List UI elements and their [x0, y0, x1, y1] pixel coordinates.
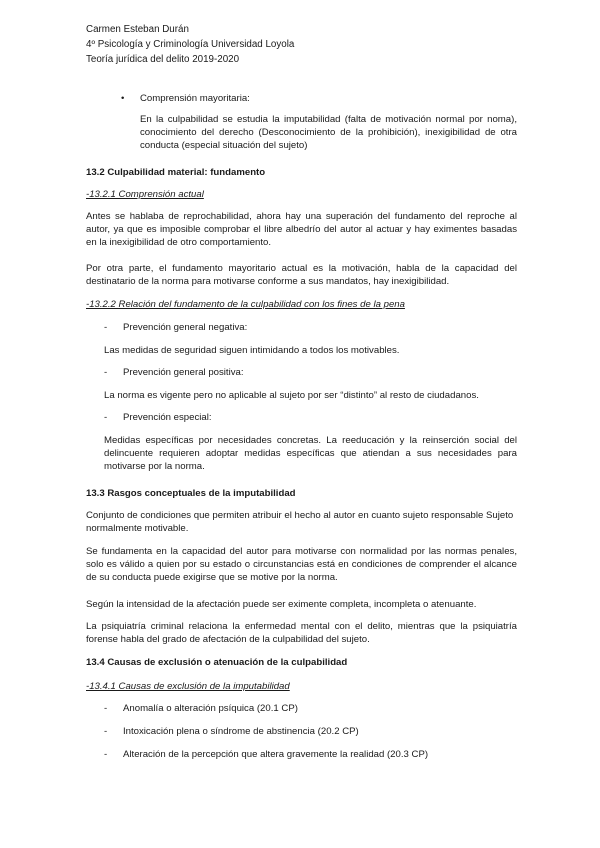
author-name: Carmen Esteban Durán [86, 24, 189, 35]
paragraph-motivacion: Por otra parte, el fundamento mayoritario actual es la motivación, habla de la capacidad del destinatario de la norma para motivarse conforme a sus mandatos, hay inexigibilidad. [86, 263, 517, 288]
document-header [86, 23, 294, 67]
dash-marker: - [104, 749, 108, 760]
paragraph-reprochabilidad: Antes se hablaba de reprochabilidad, ahora hay una superación del fundamento del reproche al autor, ya que es imposible comprobar el libre albedrío del autor al actuar y hay eximentes basadas en la inexigibilidad de otro comportamiento. [86, 211, 517, 249]
list-item-alteracion [104, 748, 524, 762]
heading-13-4: 13.4 Causas de exclusión o atenuación de la culpabilidad [86, 657, 348, 668]
list-item-label: Alteración de la percepción que altera gravemente la realidad (20.3 CP) [123, 749, 429, 760]
dash-marker: - [104, 367, 108, 378]
list-item-label: Prevención especial: [123, 412, 212, 423]
list-item-pg-negativa [104, 321, 404, 335]
paragraph-psiquiatria: La psiquiatría criminal relaciona la enfermedad mental con el delito, mientras que la psiquiatría forense habla del grado de afectación de la culpabilidad del sujeto. [86, 621, 517, 646]
paragraph-p-especial: Medidas específicas por necesidades concretas. La reeducación y la reinserción social del delincuente requieren adoptar medidas específicas que atiendan a sus necesidades para motivarse por la norma. [104, 435, 517, 473]
paragraph-pg-positiva: La norma es vigente pero no aplicable al sujeto por ser “distinto” al resto de ciudadanos. [104, 390, 479, 401]
subheading-13-2-2: -13.2.2 Relación del fundamento de la culpabilidad con los fines de la pena [86, 299, 405, 310]
bullet-item-comprension [121, 92, 421, 106]
dash-marker: - [104, 412, 108, 423]
list-item-anomalia [104, 702, 504, 716]
list-item-label: Prevención general positiva: [123, 367, 244, 378]
dash-marker: - [104, 726, 108, 737]
list-item-label: Prevención general negativa: [123, 322, 248, 333]
dash-marker: - [104, 703, 108, 714]
subject-line: Teoría jurídica del delito 2019-2020 [86, 53, 240, 65]
paragraph-conjunto: Conjunto de condiciones que permiten atribuir el hecho al autor en cuanto sujeto responsable Sujeto normalmente motivable. [86, 510, 514, 535]
paragraph-culpabilidad: En la culpabilidad se estudia la imputabilidad (falta de motivación normal por noma), conocimiento del derecho (Desconocimiento de la prohibición), inexigibilidad de otra conducta (especial situación del sujeto) [140, 114, 517, 152]
heading-13-3: 13.3 Rasgos conceptuales de la imputabilidad [86, 488, 296, 499]
paragraph-pg-negativa: Las medidas de seguridad siguen intimidando a todos los motivables. [104, 345, 400, 356]
paragraph-fundamenta: Se fundamenta en la capacidad del autor para motivarse con normalidad por las normas penales, solo es válido a quien por su estado o circunstancias está en condiciones de comprender el alcance de su conducta puede exigirse que se motive por la norma. [86, 546, 517, 584]
paragraph-intensidad: Según la intensidad de la afectación puede ser eximente completa, incompleta o atenuante. [86, 599, 477, 610]
list-item-label: Anomalía o alteración psíquica (20.1 CP) [123, 703, 298, 714]
list-item-label: Intoxicación plena o síndrome de abstinencia (20.2 CP) [123, 726, 359, 737]
list-item-pg-positiva [104, 366, 404, 380]
bullet-icon: • [121, 93, 125, 104]
dash-marker: - [104, 322, 108, 333]
bullet-label: Comprensión mayoritaria: [140, 93, 250, 104]
list-item-p-especial [104, 411, 404, 425]
subheading-13-2-1: -13.2.1 Comprensión actual [86, 189, 204, 200]
subheading-13-4-1: -13.4.1 Causas de exclusión de la imputabilidad [86, 681, 290, 692]
course-line: 4º Psicología y Criminología Universidad Loyola [86, 38, 295, 50]
list-item-intoxicacion [104, 725, 504, 739]
heading-13-2: 13.2 Culpabilidad material: fundamento [86, 167, 266, 178]
